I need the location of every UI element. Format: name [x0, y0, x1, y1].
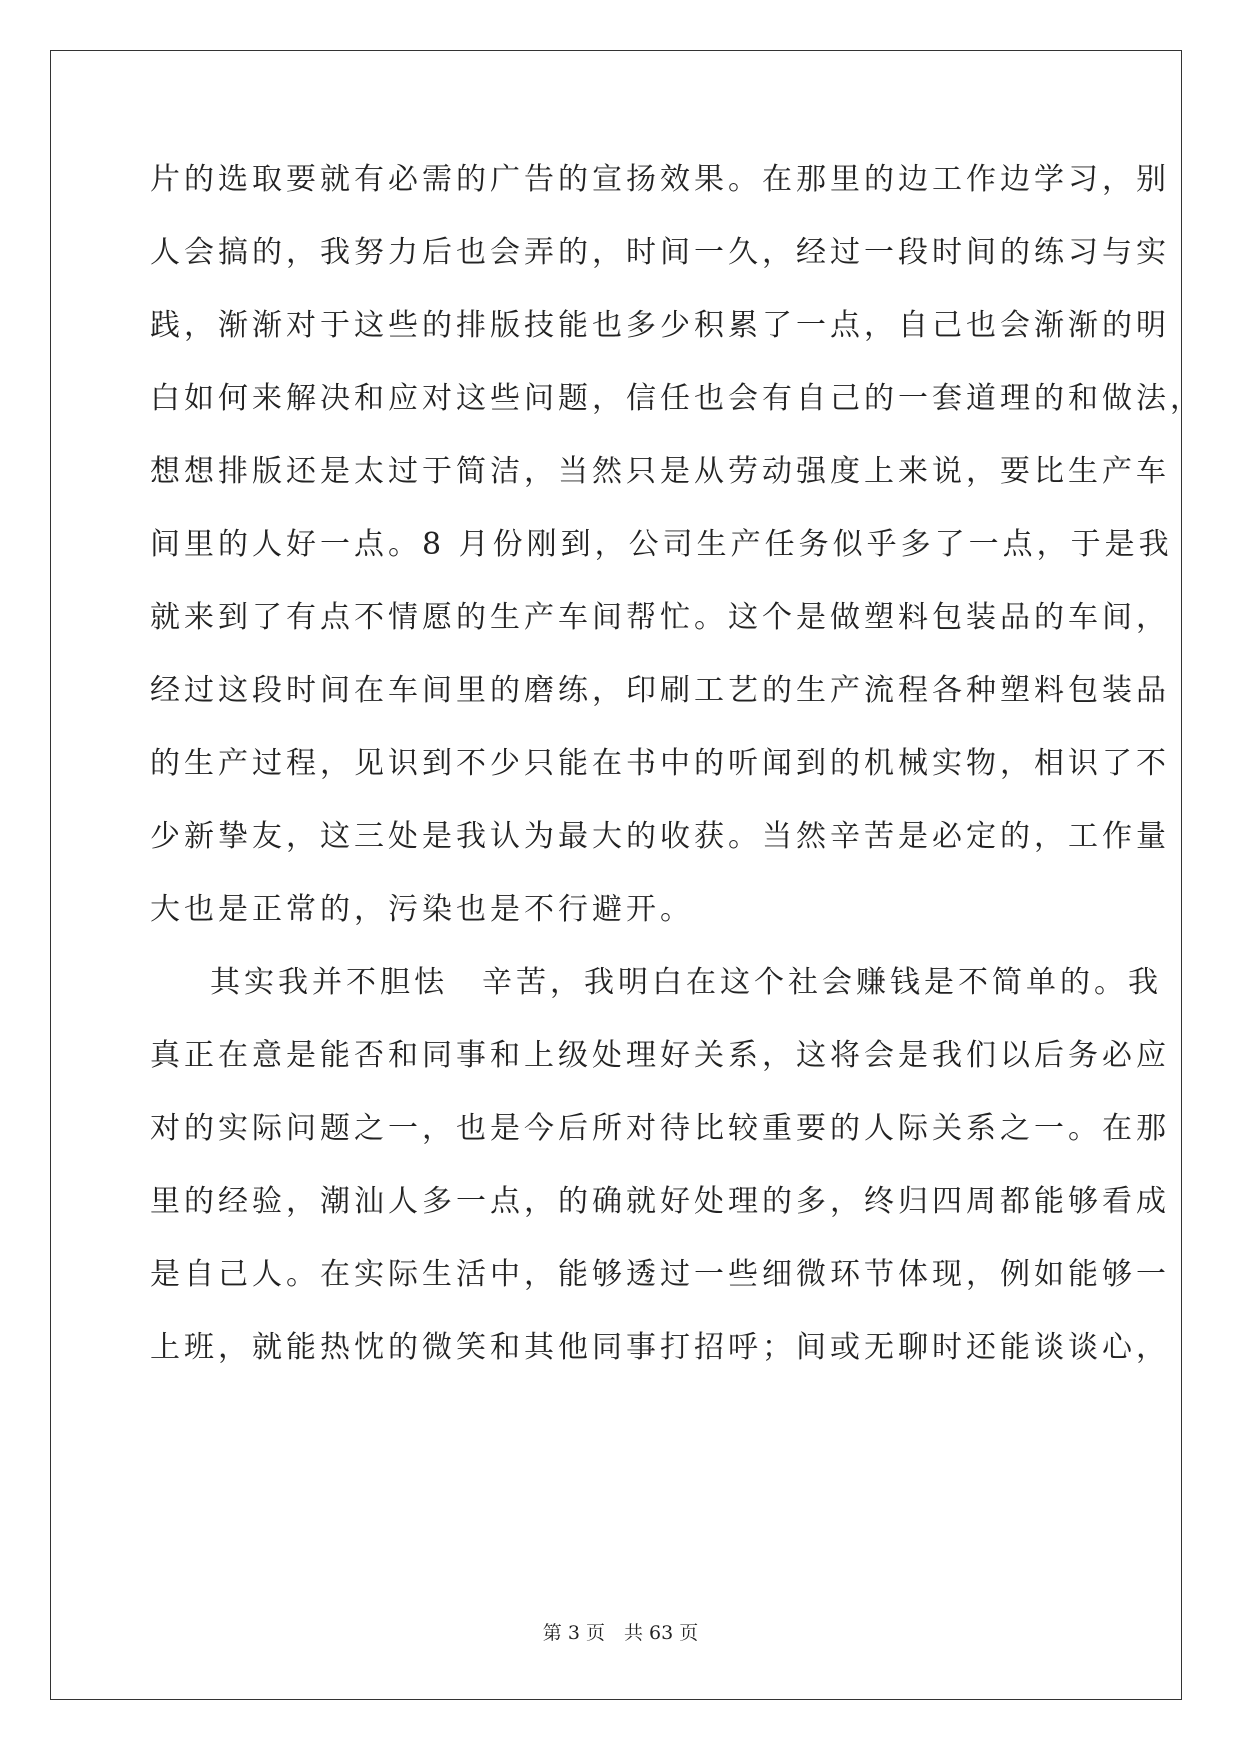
text-line: 间里的人好一点。8 月份刚到，公司生产任务似乎多了一点，于是我 [150, 527, 1173, 562]
page-number-footer: 第 3 页 共 63 页 [542, 1622, 699, 1644]
text-line-indented: 其实我并不胆怯 辛苦，我明白在这个社会赚钱是不简单的。我 [210, 965, 1162, 1000]
text-line: 就来到了有点不情愿的生产车间帮忙。这个是做塑料包装品的车间， [150, 600, 1170, 635]
text-line: 是自己人。在实际生活中，能够透过一些细微环节体现，例如能够一 [150, 1257, 1170, 1292]
text-line: 想想排版还是太过于简洁，当然只是从劳动强度上来说，要比生产车 [150, 454, 1170, 489]
text-line: 经过这段时间在车间里的磨练，印刷工艺的生产流程各种塑料包装品 [150, 673, 1170, 708]
text-line: 的生产过程，见识到不少只能在书中的听闻到的机械实物，相识了不 [150, 746, 1170, 781]
text-line: 白如何来解决和应对这些问题，信任也会有自己的一套道理的和做法， [150, 381, 1204, 416]
page-border [50, 50, 1182, 1700]
text-line: 少新挚友，这三处是我认为最大的收获。当然辛苦是必定的，工作量 [150, 819, 1170, 854]
text-line: 大也是正常的，污染也是不行避开。 [150, 892, 694, 927]
text-line: 片的选取要就有必需的广告的宣扬效果。在那里的边工作边学习，别 [150, 162, 1170, 197]
text-line: 上班，就能热忱的微笑和其他同事打招呼；间或无聊时还能谈谈心， [150, 1330, 1170, 1365]
text-line: 里的经验，潮汕人多一点，的确就好处理的多，终归四周都能够看成 [150, 1184, 1170, 1219]
text-line: 对的实际问题之一，也是今后所对待比较重要的人际关系之一。在那 [150, 1111, 1170, 1146]
text-line: 人会搞的，我努力后也会弄的，时间一久，经过一段时间的练习与实 [150, 235, 1170, 270]
text-line: 真正在意是能否和同事和上级处理好关系，这将会是我们以后务必应 [150, 1038, 1170, 1073]
text-line: 践，渐渐对于这些的排版技能也多少积累了一点，自己也会渐渐的明 [150, 308, 1170, 343]
